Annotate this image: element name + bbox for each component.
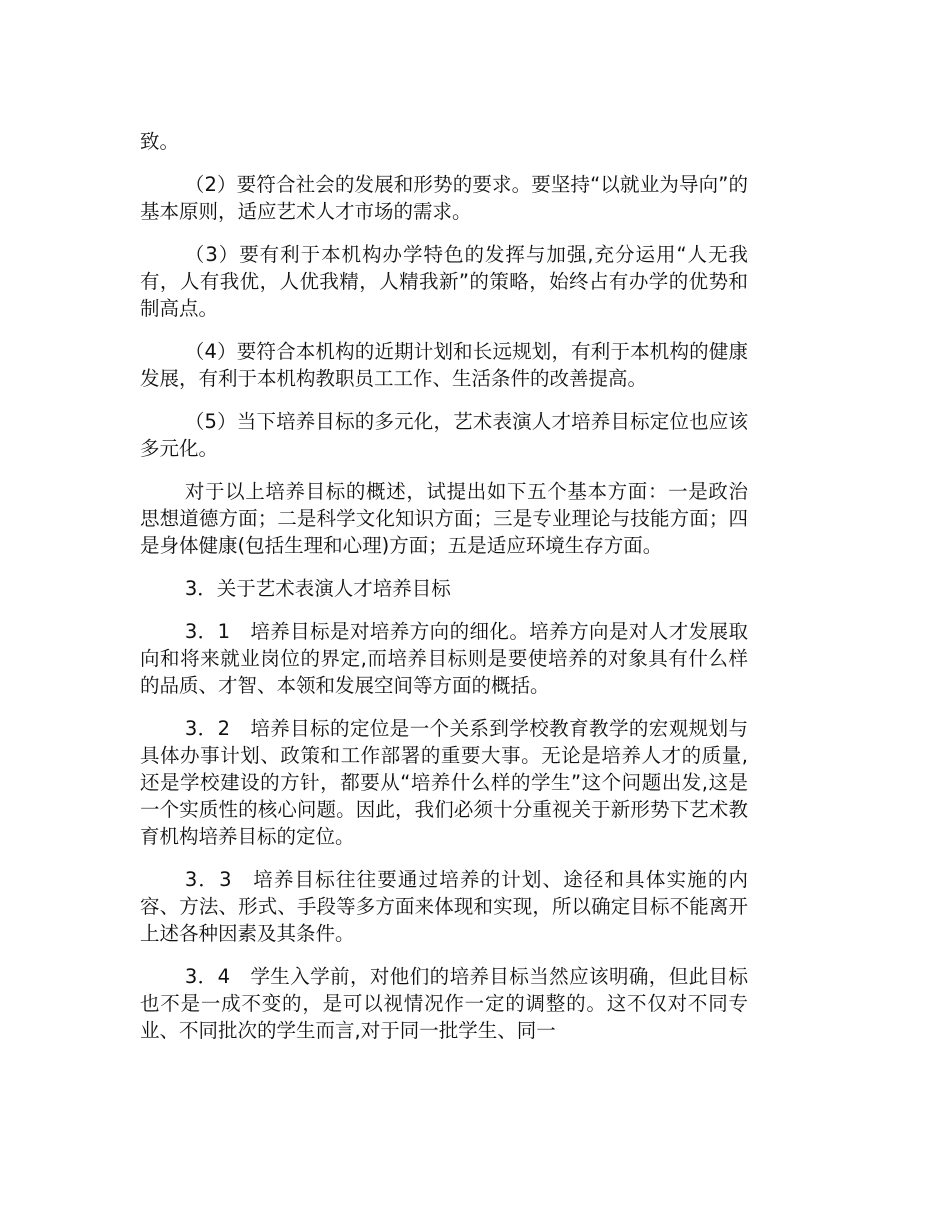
document-body [140, 128, 748, 1060]
paragraph-continuation: 致。 [140, 130, 180, 153]
paragraph-item-2: （2）要符合社会的发展和形势的要求。要坚持“以就业为导向”的基本原则，适应艺术人才市场的需求。 [140, 173, 748, 223]
paragraph-item-5: （5）当下培养目标的多元化，艺术表演人才培养目标定位也应该多元化。 [140, 410, 748, 460]
paragraph-item-3: （3）要有利于本机构办学特色的发挥与加强,充分运用“人无我有，人有我优，人优我精，人精我新”的策略，始终占有办学的优势和制高点。 [140, 243, 748, 320]
paragraph-summary: 对于以上培养目标的概述，试提出如下五个基本方面：一是政治思想道德方面；二是科学文化知识方面；三是专业理论与技能方面；四是身体健康(包括生理和心理)方面；五是适应环境生存方面。 [140, 480, 748, 557]
paragraph-3-2: 3．2 培养目标的定位是一个关系到学校教育教学的宏观规划与具体办事计划、政策和工作部署的重要大事。无论是培养人才的质量,还是学校建设的方针，都要从“培养什么样的学生”这个问题出发,这是一个实质性的核心问题。因此，我们必须十分重视关于新形势下艺术教育机构培养目标的定位。 [140, 717, 748, 848]
paragraph-3-1: 3．1 培养目标是对培养方向的细化。培养方向是对人才发展取向和将来就业岗位的界定,而培养目标则是要使培养的对象具有什么样的品质、才智、本领和发展空间等方面的概括。 [140, 620, 748, 697]
section-heading-3: 3．关于艺术表演人才培养目标 [184, 577, 451, 600]
paragraph-3-4: 3．4 学生入学前，对他们的培养目标当然应该明确，但此目标也不是一成不变的，是可以视情况作一定的调整的。这不仅对不同专业、不同批次的学生而言,对于同一批学生、同一 [140, 965, 748, 1042]
paragraph-3-3: 3．3 培养目标往往要通过培养的计划、途径和具体实施的内容、方法、形式、手段等多方面来体现和实现，所以确定目标不能离开上述各种因素及其条件。 [140, 868, 748, 945]
paragraph-item-4: （4）要符合本机构的近期计划和长远规划，有利于本机构的健康发展，有利于本机构教职员工工作、生活条件的改善提高。 [140, 340, 748, 390]
